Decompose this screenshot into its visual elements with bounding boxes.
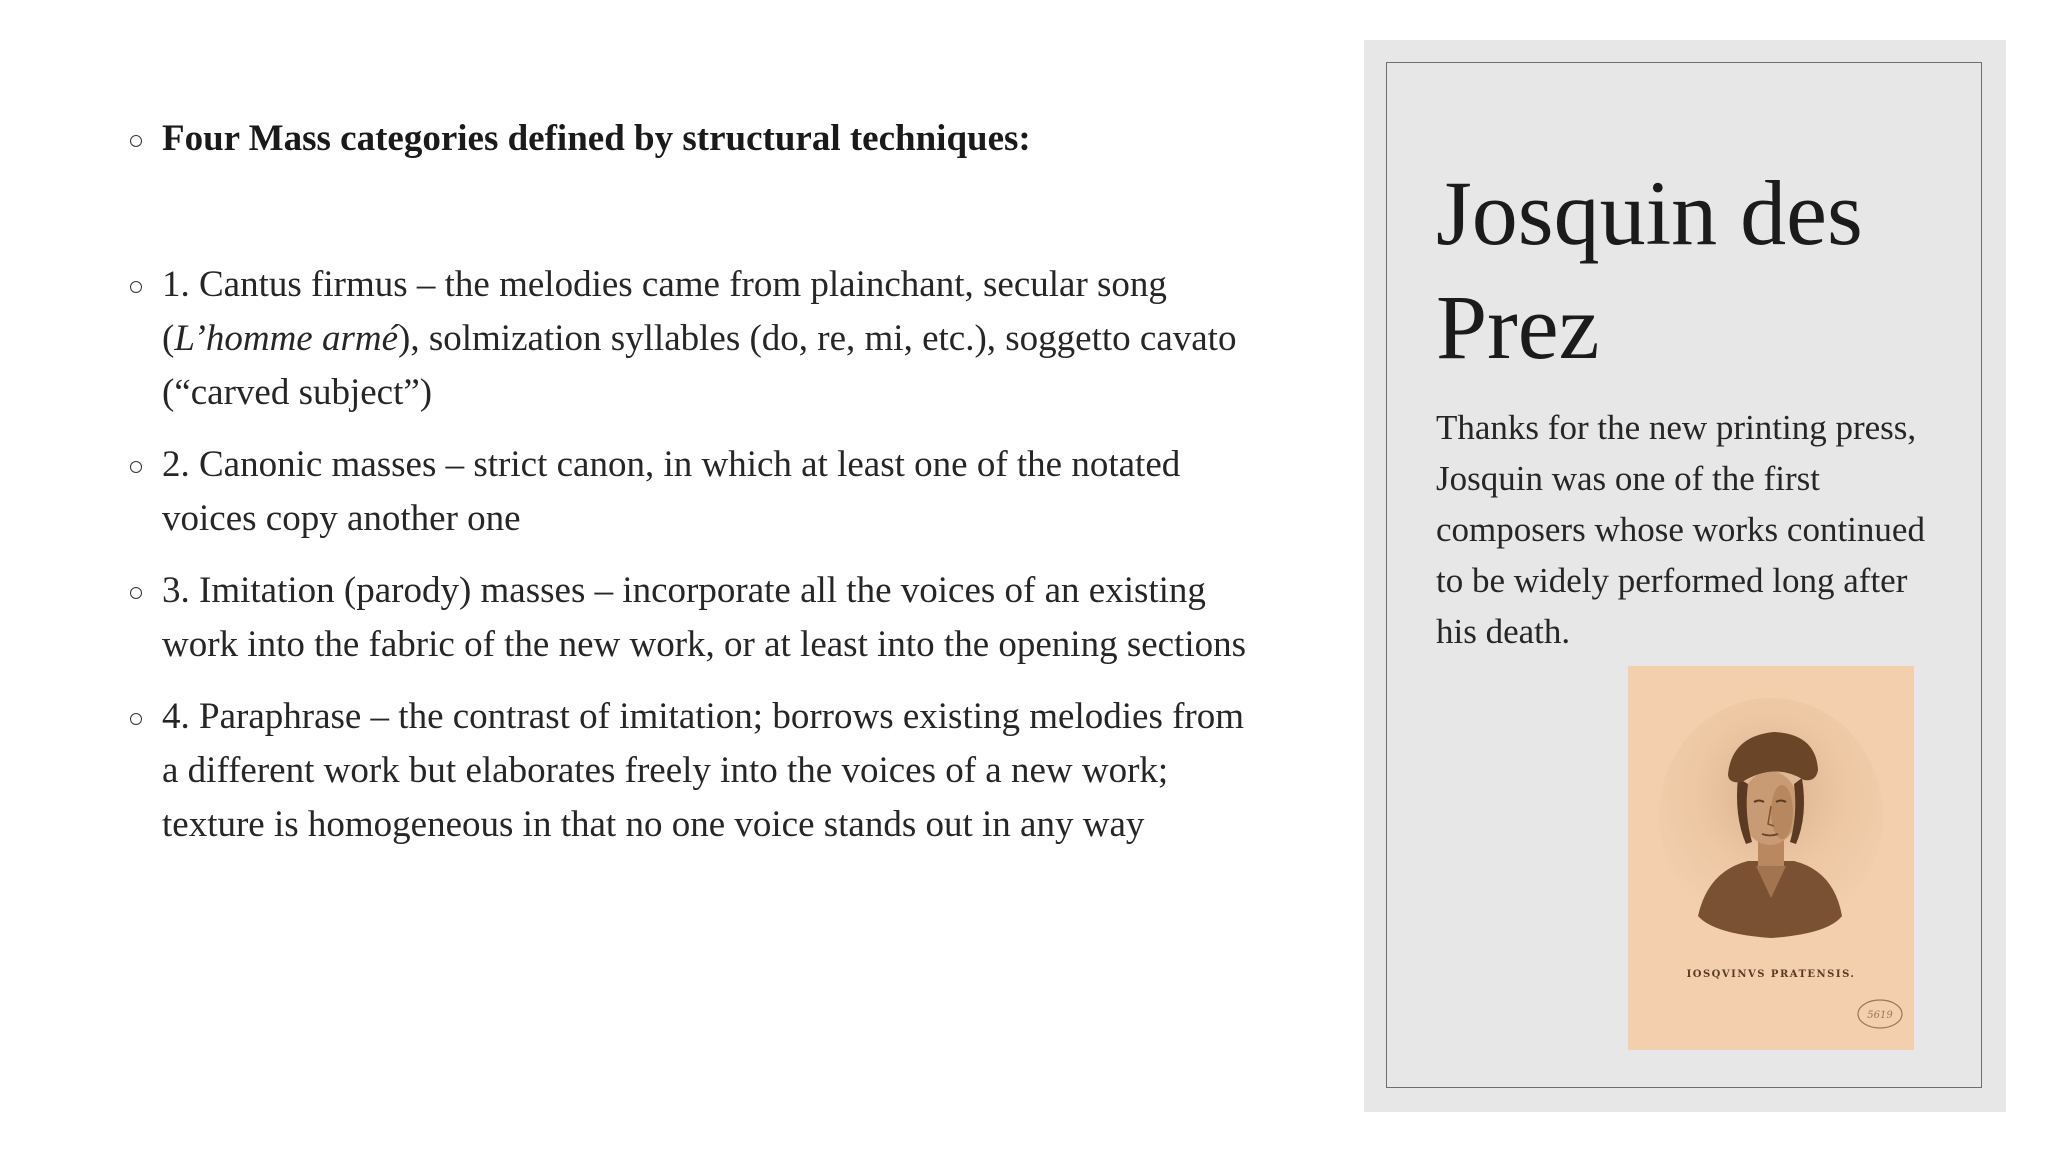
- sidebar-panel: [1364, 40, 2006, 1112]
- lhomme-arme-title: L’homme armé: [174, 318, 399, 359]
- sidebar-description: Thanks for the new printing press, Josquin was one of the first composers whose works continued to be widely performed long after his death.: [1436, 408, 1925, 651]
- list-item-imitation-masses: 3. Imitation (parody) masses – incorporate all the voices of an existing work into the fabric of the new work, or at least into the opening sections: [128, 564, 1268, 672]
- cantus-firmus-text-b: ), solmization syllables (do, re, mi, etc.), soggetto cavato (“carved subject”): [162, 318, 1237, 413]
- portrait-caption: IOSQVINVS PRATENSIS.: [1686, 969, 1856, 980]
- list-item-paraphrase: 4. Paraphrase – the contrast of imitation; borrows existing melodies from a different work but elaborates freely into the voices of a new work; texture is homogeneous in that no one voice stands out in any way: [128, 690, 1268, 852]
- josquin-portrait-image: [1628, 666, 1914, 1050]
- list-item-cantus-firmus: [128, 258, 1268, 420]
- portrait-stamp: 5619: [1867, 1010, 1893, 1021]
- mass-categories-list: [128, 112, 1268, 870]
- sidebar-title: Josquin des Prez: [1436, 162, 1863, 378]
- list-heading: Four Mass categories defined by structural techniques:: [128, 112, 1268, 166]
- cantus-firmus-text-a: 1. Cantus firmus – the melodies came from plainchant, secular song (: [162, 264, 1167, 359]
- list-item-canonic-masses: 2. Canonic masses – strict canon, in which at least one of the notated voices copy another one: [128, 438, 1268, 546]
